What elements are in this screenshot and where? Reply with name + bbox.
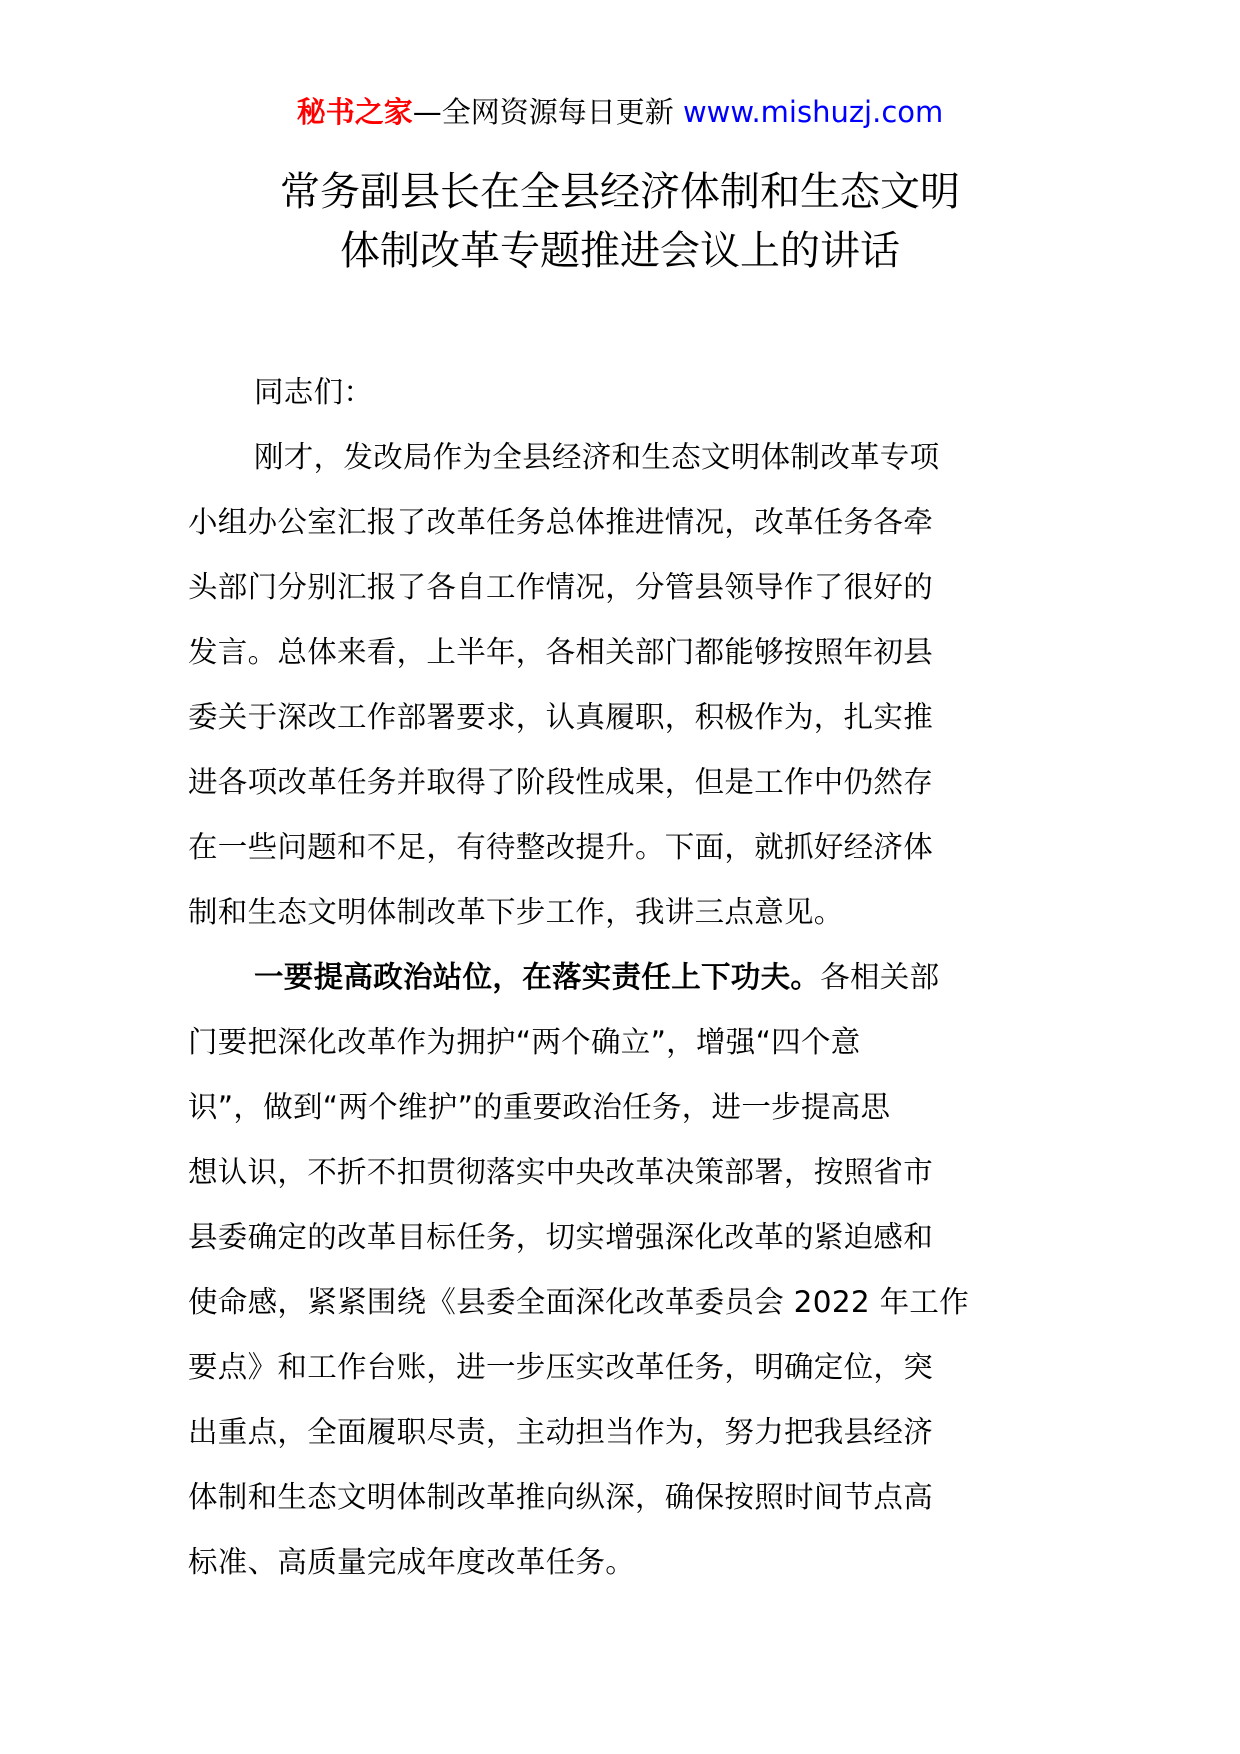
paragraph-1-line: 在一些问题和不足，有待整改提升。下面，就抓好经济体 [188,830,934,864]
paragraph-2-text: 各相关部 [820,960,940,994]
title-line-2: 体制改革专题推进会议上的讲话 [340,228,900,274]
paragraph-1-line: 制和生态文明体制改革下步工作，我讲三点意见。 [188,895,844,929]
paragraph-2-line: 想认识，不折不扣贯彻落实中央改革决策部署，按照省市 [188,1155,934,1189]
site-url-link[interactable]: www.mishuzj.com [682,95,944,129]
paragraph-2-line: 县委确定的改革目标任务，切实增强深化改革的紧迫感和 [188,1220,934,1254]
paragraph-2-line: 要点》和工作台账，进一步压实改革任务，明确定位，突 [188,1350,934,1384]
document-title [0,163,1240,281]
paragraph-1-line: 委关于深改工作部署要求，认真履职，积极作为，扎实推 [188,700,934,734]
paragraph-2-line: 标准、高质量完成年度改革任务。 [188,1545,636,1579]
paragraph-2-line: 识”，做到“两个维护”的重要政治任务，进一步提高思 [188,1090,891,1124]
title-line-1: 常务副县长在全县经济体制和生态文明 [280,169,960,215]
paragraph-1-line: 进各项改革任务并取得了阶段性成果，但是工作中仍然存 [188,765,934,799]
paragraph-1-line: 刚才，发改局作为全县经济和生态文明体制改革专项 [254,440,940,474]
paragraph-1-line: 小组办公室汇报了改革任务总体推进情况，改革任务各牵 [188,505,934,539]
salutation: 同志们： [254,375,374,409]
site-banner [0,92,1240,132]
paragraph-1-line: 发言。总体来看，上半年，各相关部门都能够按照年初县 [188,635,934,669]
paragraph-2-line: 使命感，紧紧围绕《县委全面深化改革委员会 2022 年工作 [188,1285,970,1319]
section-heading-1: 一要提高政治站位，在落实责任上下功夫。 [254,960,821,994]
banner-slogan: —全网资源每日更新 [412,95,683,129]
paragraph-2-line [188,945,1058,1010]
paragraph-2-line: 出重点，全面履职尽责，主动担当作为，努力把我县经济 [188,1415,934,1449]
paragraph-2-line: 门要把深化改革作为拥护“两个确立”，增强“四个意 [188,1025,861,1059]
brand-name: 秘书之家 [296,95,413,129]
paragraph-2-line: 体制和生态文明体制改革推向纵深，确保按照时间节点高 [188,1480,934,1514]
document-body [188,360,1058,1595]
paragraph-1-line: 头部门分别汇报了各自工作情况，分管县领导作了很好的 [188,570,934,604]
